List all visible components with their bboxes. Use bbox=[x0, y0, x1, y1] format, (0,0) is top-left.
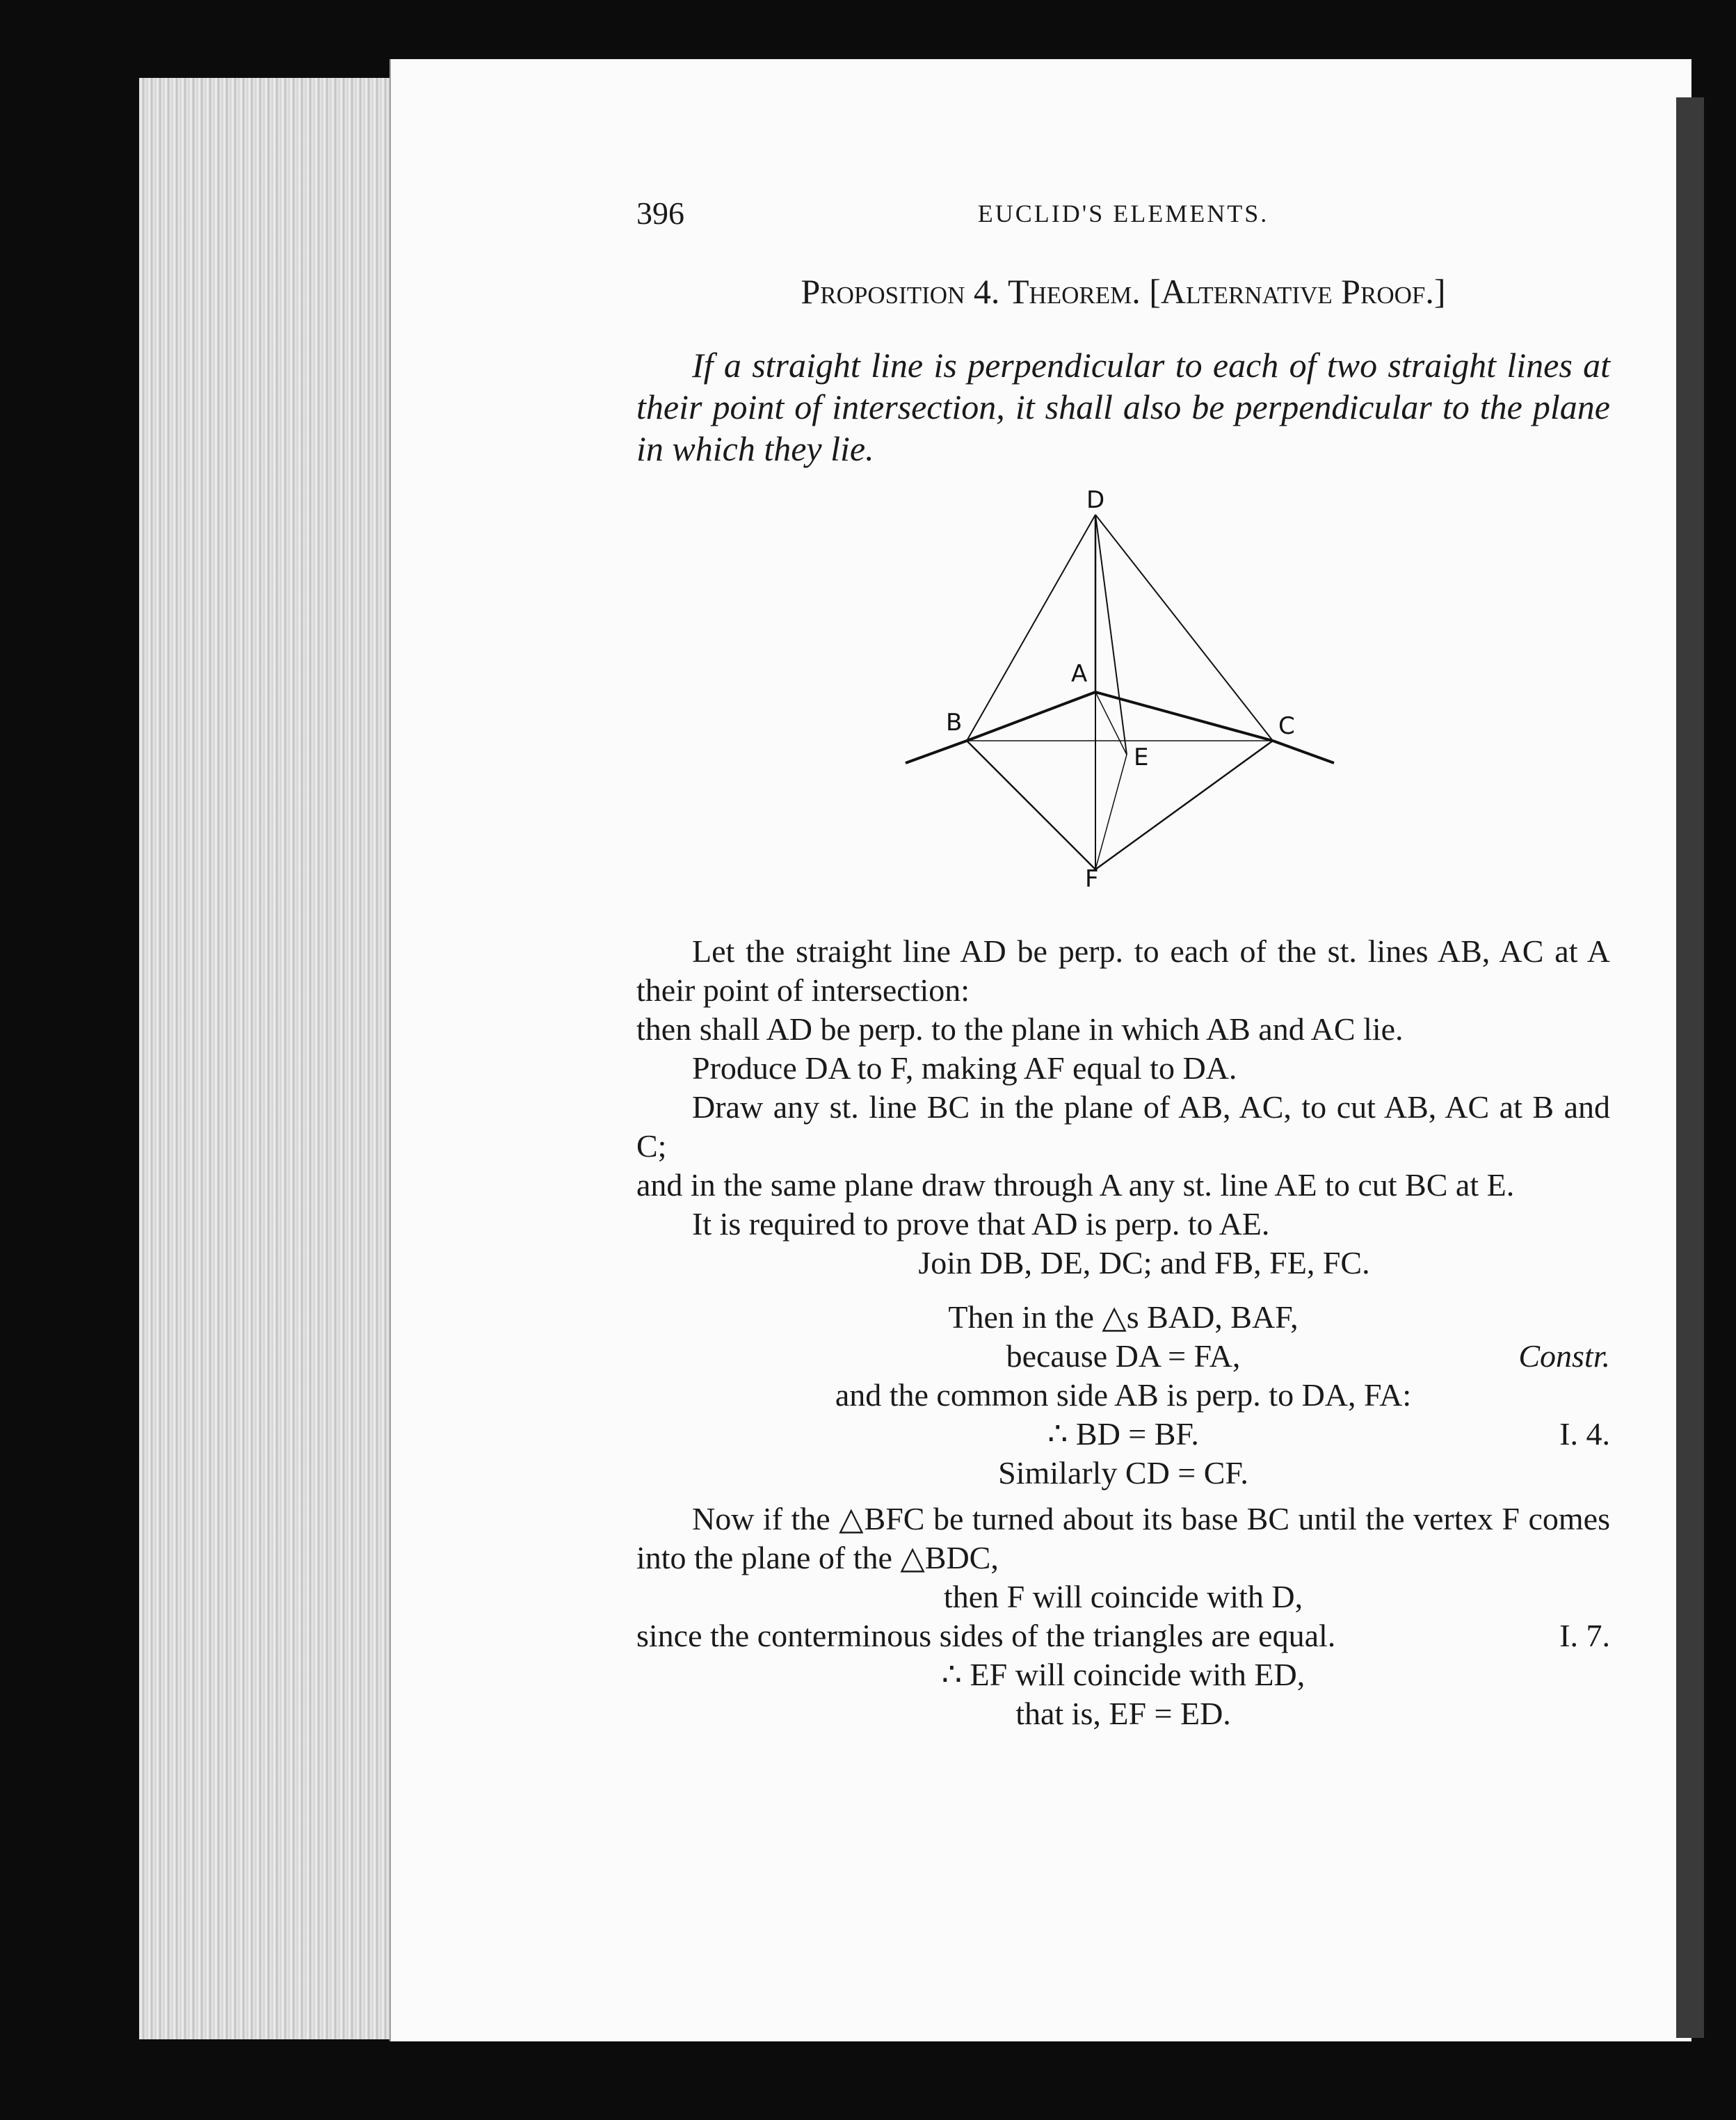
reference-i-7: I. 7. bbox=[1559, 1618, 1610, 1653]
line-AB bbox=[967, 692, 1095, 741]
proof-line-1: Then in the △s BAD, BAF, bbox=[948, 1299, 1299, 1335]
label-F: F bbox=[1085, 865, 1099, 890]
paragraph-rotation: Now if the △BFC be turned about its base BC until the vertex F comes into the plane of the △BDC, bbox=[636, 1501, 1610, 1575]
proof-line-9: that is, EF = ED. bbox=[1015, 1696, 1231, 1731]
geometry-figure bbox=[897, 487, 1342, 890]
proposition-title: Proposition 4. Theorem. [Alternative Proof.] bbox=[801, 272, 1446, 311]
paragraph-construction-3: and in the same plane draw through A any st. line AE to cut BC at E. bbox=[636, 1167, 1515, 1203]
label-D: D bbox=[1086, 487, 1105, 514]
line-AC-produced bbox=[1273, 741, 1334, 763]
paragraph-requirement: It is required to prove that AD is perp. to AE. bbox=[692, 1206, 1270, 1242]
paragraph-construction-2: Draw any st. line BC in the plane of AB, AC, to cut AB, AC at B and C; bbox=[636, 1089, 1610, 1164]
line-DE bbox=[1095, 515, 1127, 755]
proof-line-4: ∴ BD = BF. bbox=[1047, 1416, 1199, 1452]
label-B: B bbox=[946, 709, 963, 737]
running-head: EUCLID'S ELEMENTS. bbox=[977, 200, 1269, 227]
line-FB bbox=[967, 741, 1095, 869]
paragraph-construction-1: Produce DA to F, making AF equal to DA. bbox=[692, 1050, 1237, 1086]
proof-line-5: Similarly CD = CF. bbox=[998, 1455, 1248, 1491]
line-AB-produced bbox=[906, 741, 967, 763]
label-E: E bbox=[1134, 744, 1149, 771]
page-number: 396 bbox=[636, 195, 684, 231]
line-FC bbox=[1095, 741, 1273, 869]
proof-line-8: ∴ EF will coincide with ED, bbox=[941, 1657, 1305, 1692]
book-cover-edge bbox=[1676, 97, 1704, 2038]
proof-line-2: because DA = FA, bbox=[1006, 1338, 1241, 1374]
label-A: A bbox=[1071, 660, 1088, 688]
reference-i-4: I. 4. bbox=[1559, 1416, 1610, 1452]
label-C: C bbox=[1278, 712, 1295, 740]
line-DC bbox=[1095, 515, 1273, 741]
proof-line-6: then F will coincide with D, bbox=[943, 1579, 1303, 1614]
reference-constr: Constr. bbox=[1518, 1338, 1610, 1374]
proof-text bbox=[636, 932, 1610, 1733]
proof-line-7: since the conterminous sides of the triangles are equal. bbox=[636, 1618, 1336, 1653]
line-FE bbox=[1095, 755, 1127, 869]
proposition-enunciation: If a straight line is perpendicular to each of two straight lines at their point of intersection, it shall also be perpendicular to the plane in which they lie. bbox=[636, 346, 1610, 468]
line-DB bbox=[967, 515, 1095, 741]
paragraph-setting: Let the straight line AD be perp. to each of the st. lines AB, AC at A their point of intersection: bbox=[636, 933, 1610, 1008]
page-header bbox=[636, 195, 1610, 236]
paragraph-join: Join DB, DE, DC; and FB, FE, FC. bbox=[918, 1245, 1370, 1280]
proof-line-3: and the common side AB is perp. to DA, FA: bbox=[835, 1377, 1412, 1413]
paragraph-claim: then shall AD be perp. to the plane in which AB and AC lie. bbox=[636, 1011, 1404, 1047]
